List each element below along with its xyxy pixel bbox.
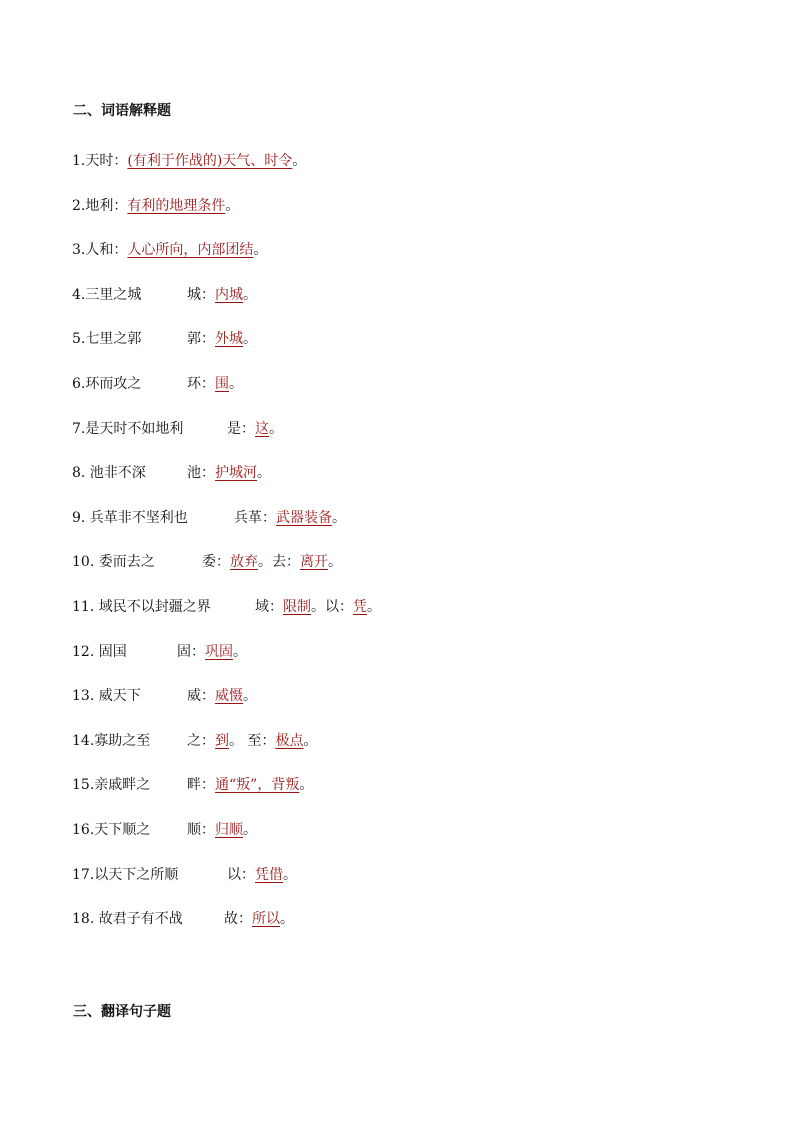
item-answer: 外城 — [215, 331, 243, 348]
item-punctuation: 。 — [233, 643, 247, 660]
item-term: 域民不以封疆之界 — [94, 599, 211, 615]
item-punctuation: 。 — [269, 420, 283, 437]
item-gloss-label: 去： — [272, 554, 300, 571]
item-answer: 放弃 — [230, 554, 258, 571]
list-item — [72, 420, 283, 438]
item-number: 9. — [72, 509, 86, 526]
item-term: 威天下 — [94, 688, 141, 705]
item-answer: 这 — [255, 420, 269, 437]
list-item — [72, 598, 381, 616]
item-answer: 威慑 — [215, 688, 243, 705]
item-answer: 归顺 — [215, 822, 243, 838]
item-punctuation: 。 — [258, 554, 272, 571]
item-gloss-label: 委：放弃。去：离开。 — [202, 554, 342, 571]
item-gloss-label: 顺：归顺。 — [187, 822, 257, 838]
item-punctuation: 。 — [299, 777, 314, 794]
item-punctuation: 。 — [303, 732, 318, 749]
item-answer: 到 — [215, 732, 229, 749]
item-punctuation: 。 — [225, 197, 240, 214]
item-number: 16. — [72, 822, 95, 838]
item-answer: 通“叛”，背叛 — [215, 777, 300, 794]
item-term: 寡助之至 — [94, 732, 151, 749]
item-number: 10. — [72, 554, 95, 571]
list-item — [72, 152, 306, 170]
item-term: 地利： — [85, 197, 128, 214]
list-item — [72, 509, 346, 527]
item-term: 以天下之所顺 — [94, 866, 179, 883]
list-item — [72, 375, 243, 393]
item-number: 6. — [72, 376, 86, 392]
item-answer: 极点 — [275, 732, 304, 749]
item-number: 14. — [72, 732, 95, 749]
item-gloss-label: 是：这。 — [227, 420, 283, 437]
item-term: 亲戚畔之 — [94, 777, 151, 794]
list-item — [72, 687, 257, 705]
section-heading-translation: 三、翻译句子题 — [73, 1004, 171, 1020]
item-punctuation: 。 — [243, 822, 257, 838]
item-term: 环而攻之 — [85, 376, 142, 392]
item-gloss-label: 之：到。 至：极点。 — [187, 732, 318, 749]
item-gloss-label: 郭：外城。 — [187, 331, 257, 348]
item-term: 三里之城 — [85, 286, 142, 303]
list-item — [72, 866, 297, 884]
list-item — [72, 330, 257, 348]
item-answer: 凭 — [353, 599, 367, 615]
item-number: 1. — [72, 153, 86, 169]
item-number: 3. — [72, 242, 86, 259]
item-gloss-label: 以： — [325, 599, 353, 615]
item-punctuation: 。 — [328, 554, 342, 571]
item-term: 天下顺之 — [94, 822, 151, 838]
item-number: 11. — [72, 599, 95, 615]
item-term: 是天时不如地利 — [85, 420, 184, 437]
item-gloss-label: 池：护城河。 — [187, 465, 271, 482]
item-term: 天时： — [85, 153, 128, 169]
list-item — [72, 776, 314, 794]
item-answer: 限制 — [283, 599, 311, 615]
item-term: 人和： — [85, 242, 128, 259]
item-gloss-label: 畔：通“叛”，背叛。 — [187, 777, 314, 794]
item-punctuation: 。 — [257, 465, 271, 482]
item-gloss-label: 以：凭借。 — [227, 866, 297, 883]
item-gloss-label: 城：内城。 — [187, 286, 257, 303]
item-gloss-label: 兵革：武器装备。 — [234, 509, 346, 526]
item-term: 委而去之 — [94, 554, 155, 571]
item-answer: 武器装备 — [276, 509, 332, 526]
item-punctuation: 。 — [311, 599, 325, 615]
item-answer: 人心所向，内部团结 — [127, 242, 254, 259]
item-term: 故君子有不战 — [94, 911, 183, 928]
item-punctuation: 。 — [332, 509, 346, 526]
item-punctuation: 。 — [280, 911, 294, 928]
list-item — [72, 910, 294, 928]
item-gloss-label: 环：围。 — [187, 376, 243, 392]
item-punctuation: 。 — [367, 599, 381, 615]
item-term: 池非不深 — [85, 465, 146, 482]
item-answer: (有利于作战的)天气、时令 — [127, 153, 293, 169]
list-item — [72, 821, 257, 839]
item-answer: 内城 — [215, 286, 243, 303]
item-number: 12. — [72, 643, 95, 660]
item-number: 4. — [72, 286, 86, 303]
item-term: 兵革非不坚利也 — [85, 509, 188, 526]
list-item — [72, 197, 239, 215]
list-item — [72, 464, 271, 482]
item-answer: 离开 — [300, 554, 328, 571]
item-answer: 凭借 — [255, 866, 283, 883]
item-answer: 有利的地理条件 — [127, 197, 226, 214]
list-item — [72, 553, 342, 571]
item-number: 7. — [72, 420, 86, 437]
item-number: 15. — [72, 777, 95, 794]
list-item — [72, 643, 247, 661]
item-answer: 围 — [215, 376, 229, 392]
item-gloss-label: 固：巩固。 — [177, 643, 247, 660]
item-answer: 巩固 — [205, 643, 233, 660]
item-gloss-label: 故：所以。 — [224, 911, 294, 928]
item-answer: 所以 — [252, 911, 280, 928]
item-gloss-label: 至： — [243, 732, 276, 749]
item-term: 固国 — [94, 643, 127, 660]
item-answer: 护城河 — [215, 465, 257, 482]
item-punctuation: 。 — [229, 376, 243, 392]
section-heading-vocabulary: 二、词语解释题 — [73, 103, 171, 119]
list-item — [72, 286, 257, 304]
item-number: 5. — [72, 331, 86, 348]
item-punctuation: 。 — [253, 242, 268, 259]
item-punctuation: 。 — [283, 866, 297, 883]
item-punctuation: 。 — [229, 732, 243, 749]
list-item — [72, 732, 318, 750]
item-number: 13. — [72, 688, 95, 705]
item-term: 七里之郭 — [85, 331, 142, 348]
item-number: 2. — [72, 197, 86, 214]
item-number: 8. — [72, 465, 86, 482]
list-item — [72, 241, 267, 259]
item-number: 17. — [72, 866, 95, 883]
item-number: 18. — [72, 911, 95, 928]
item-gloss-label: 威：威慑。 — [187, 688, 257, 705]
item-punctuation: 。 — [243, 331, 257, 348]
item-gloss-label: 域：限制。以：凭。 — [255, 599, 381, 615]
item-punctuation: 。 — [243, 286, 257, 303]
item-punctuation: 。 — [292, 153, 307, 169]
item-punctuation: 。 — [243, 688, 257, 705]
